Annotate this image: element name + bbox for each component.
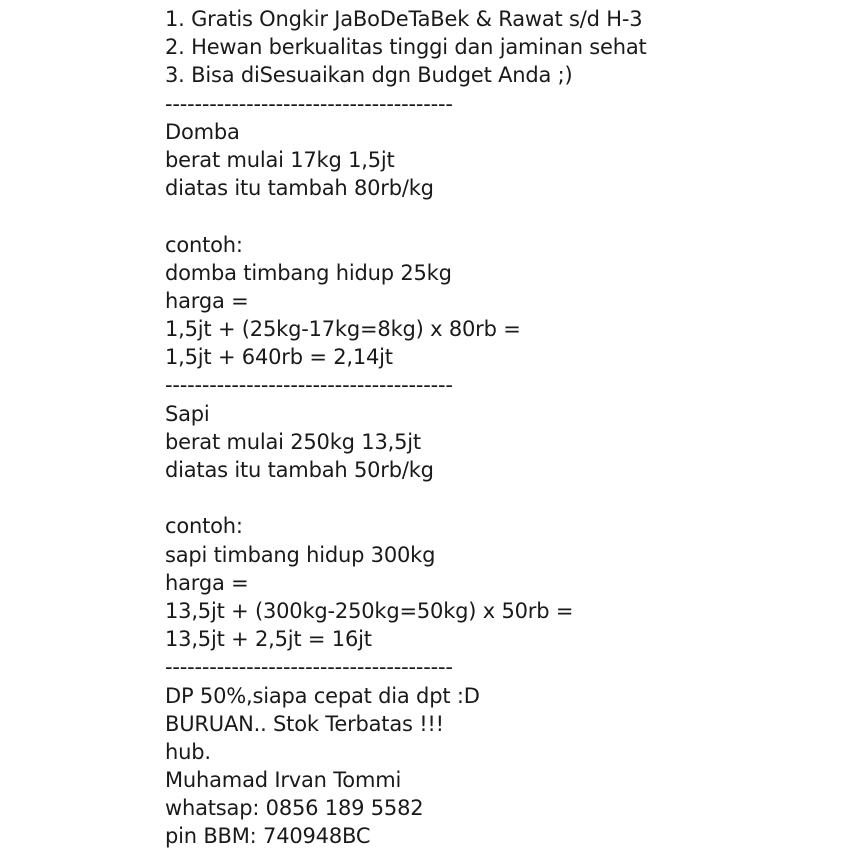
domba-line: diatas itu tambah 80rb/kg [165, 176, 434, 201]
sapi-line: diatas itu tambah 50rb/kg [165, 458, 434, 482]
domba-example-line: 1,5jt + 640rb = 2,14jt [165, 345, 393, 370]
benefit-line: 3. Bisa diSesuaikan dgn Budget Anda ;) [165, 63, 573, 88]
sapi-example-line: sapi timbang hidup 300kg [165, 542, 436, 567]
sapi-example-line: 13,5jt + (300kg-250kg=50kg) x 50rb = [165, 598, 574, 623]
contact-whatsapp: whatsap: 0856 189 5582 [165, 796, 424, 821]
section-heading-sapi: Sapi [165, 401, 210, 426]
sapi-example-line: 13,5jt + 2,5jt = 16jt [165, 627, 372, 652]
divider: --------------------------------------- [165, 91, 453, 116]
sapi-example-line: harga = [165, 570, 249, 595]
divider: --------------------------------------- [165, 373, 453, 398]
text-document [165, 5, 647, 851]
domba-example-label: contoh: [165, 232, 243, 257]
sapi-line: berat mulai 250kg 13,5jt [165, 429, 421, 454]
section-heading-domba: Domba [165, 119, 240, 144]
benefit-line: 1. Gratis Ongkir JaBoDeTaBek & Rawat s/d H-3 [165, 7, 643, 31]
contact-bbm-pin: pin BBM: 740948BC [165, 824, 371, 849]
benefit-line: 2. Hewan berkualitas tinggi dan jaminan sehat [165, 35, 647, 60]
blank-line [165, 484, 647, 512]
divider: --------------------------------------- [165, 655, 453, 680]
domba-example-line: harga = [165, 288, 249, 313]
contact-label: hub. [165, 739, 211, 764]
contact-name: Muhamad Irvan Tommi [165, 768, 402, 793]
domba-line: berat mulai 17kg 1,5jt [165, 147, 395, 172]
blank-line [165, 202, 647, 230]
payment-line: DP 50%,siapa cepat dia dpt :D [165, 683, 480, 708]
promo-line: BURUAN.. Stok Terbatas !!! [165, 711, 444, 736]
domba-example-line: domba timbang hidup 25kg [165, 260, 452, 285]
domba-example-line: 1,5jt + (25kg-17kg=8kg) x 80rb = [165, 317, 521, 342]
sapi-example-label: contoh: [165, 514, 243, 539]
